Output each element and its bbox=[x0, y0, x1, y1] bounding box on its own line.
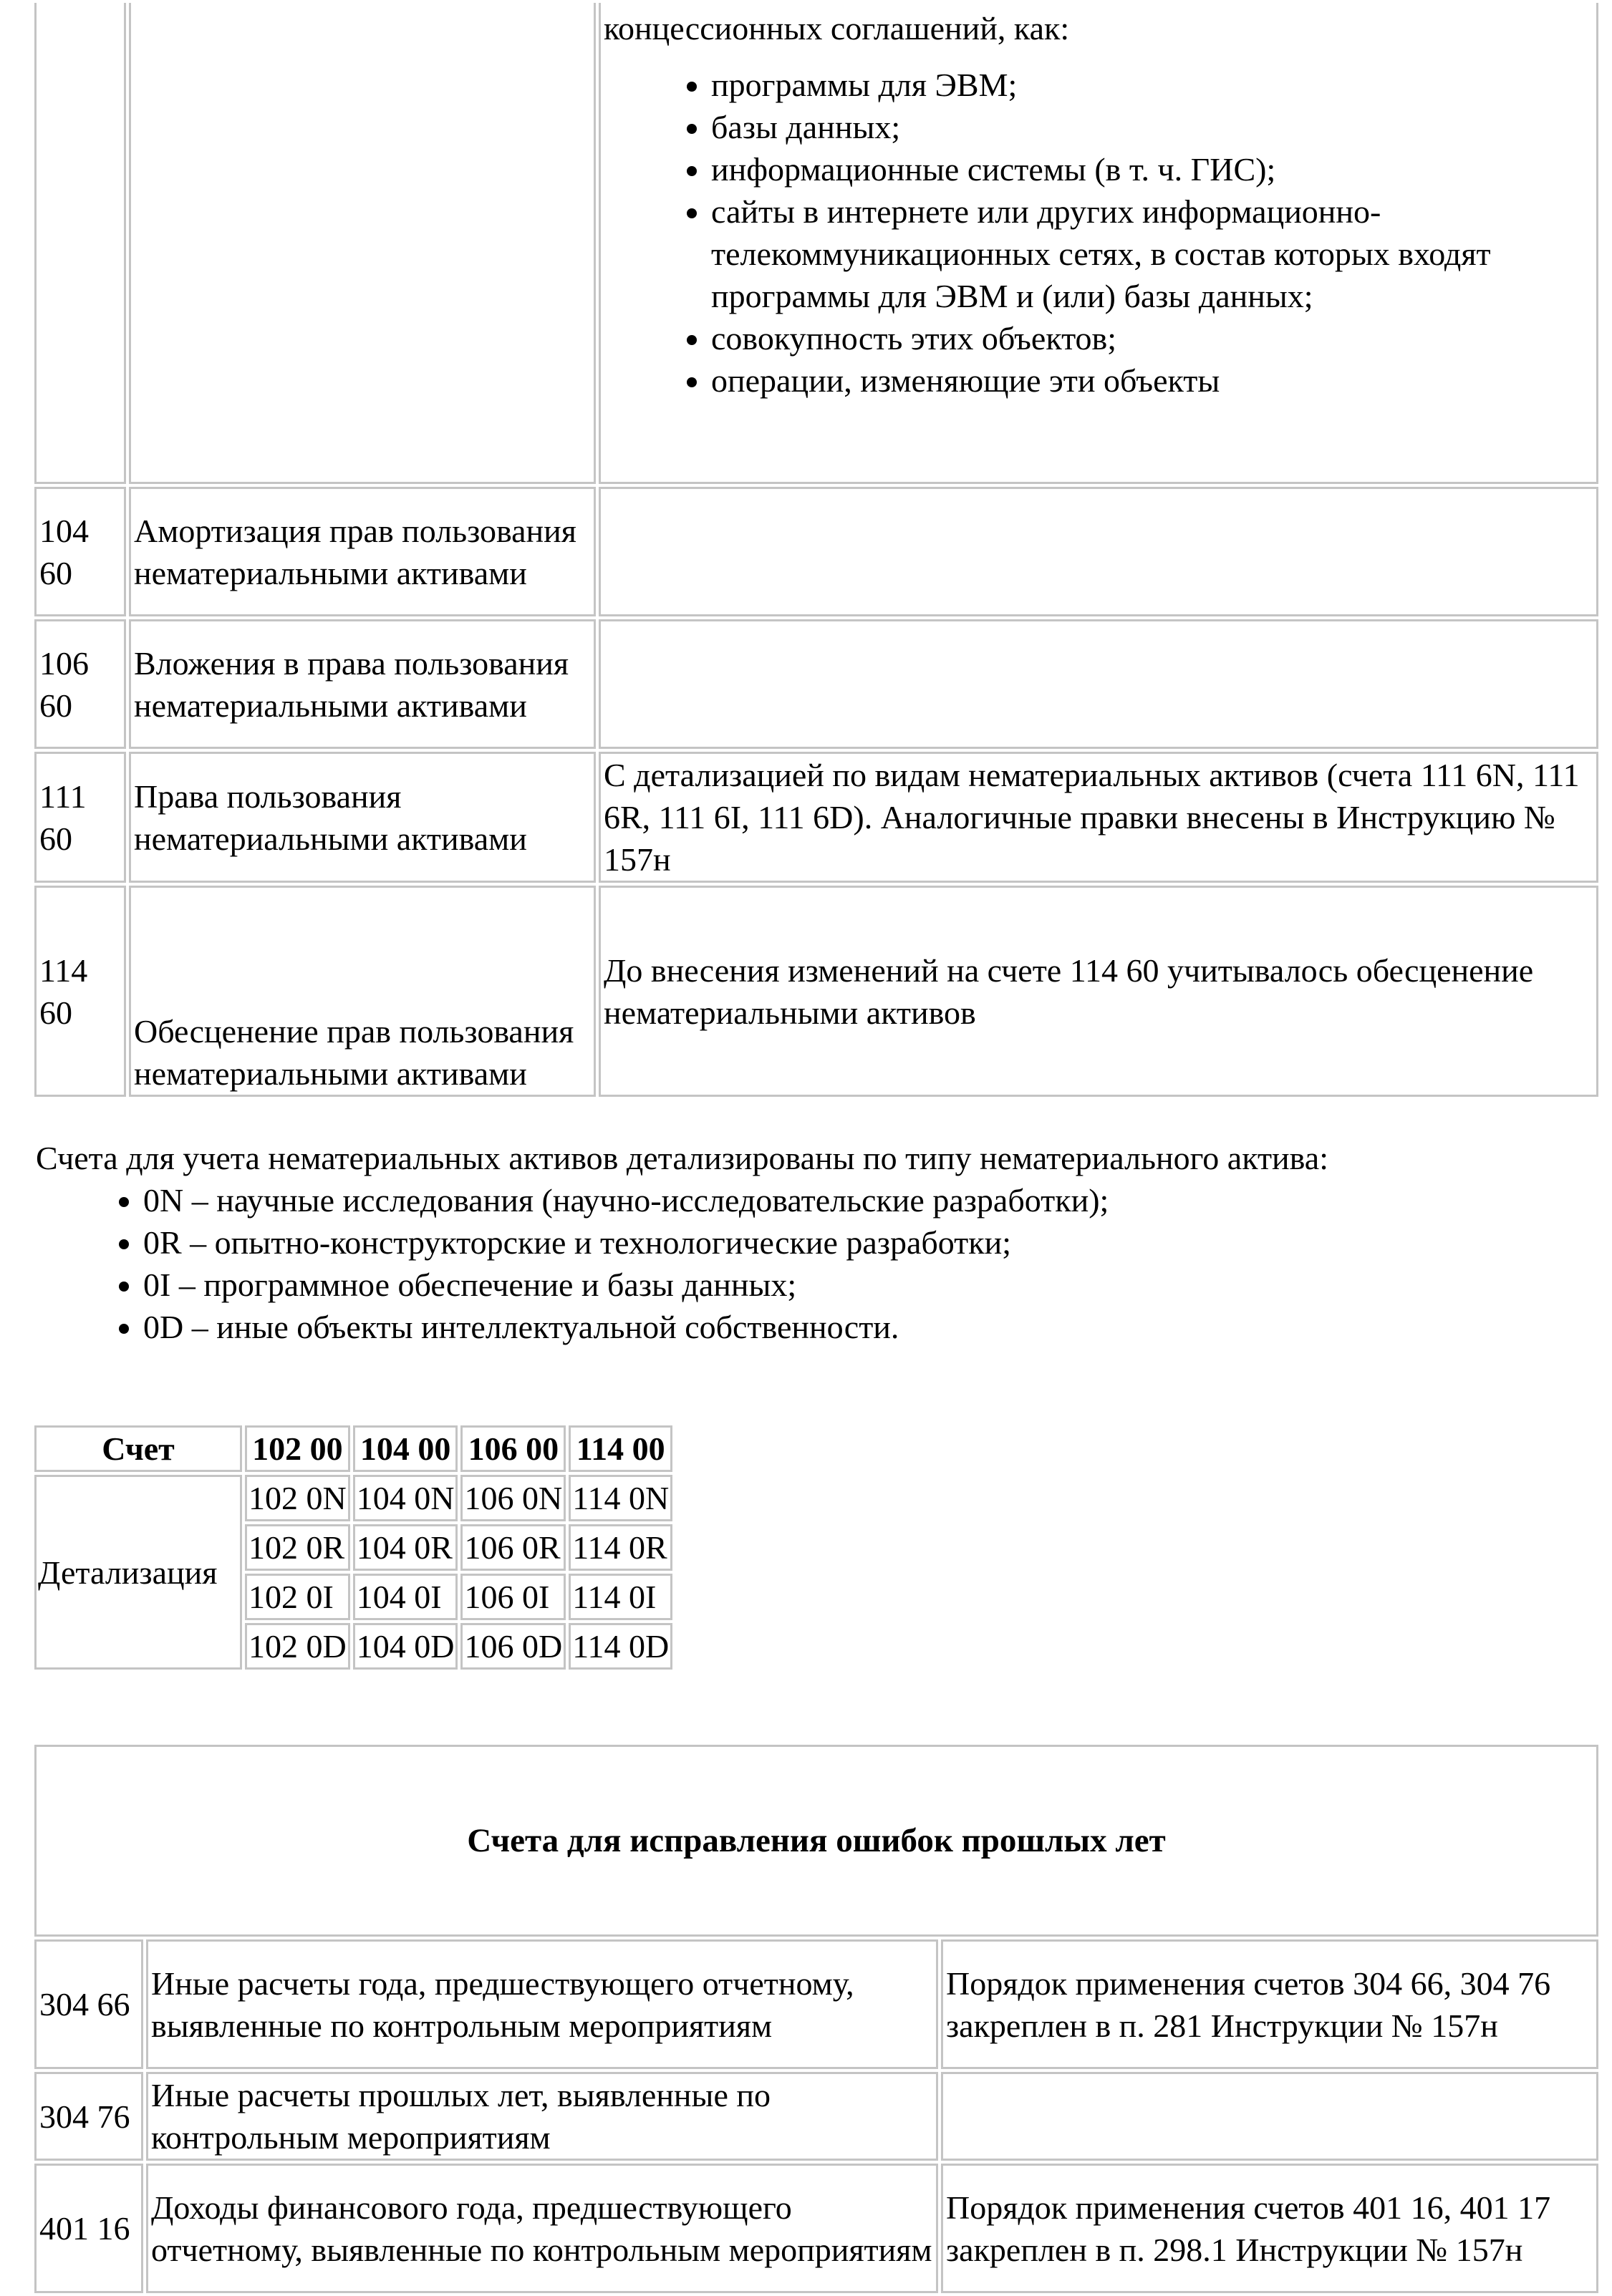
table-row bbox=[34, 619, 1598, 749]
account-code: 304 66 bbox=[34, 1939, 143, 2069]
table-cell: 104 0N bbox=[353, 1475, 458, 1521]
account-code: 304 76 bbox=[34, 2072, 143, 2161]
header-cell: 114 00 bbox=[569, 1425, 672, 1472]
intro-paragraph: Счета для учета нематериальных активов детализированы по типу нематериального актива: bbox=[36, 1140, 1328, 1176]
detalization-table bbox=[32, 1423, 675, 1672]
account-note: До внесения изменений на счете 114 60 учитывалось обесценение нематериальными активов bbox=[599, 886, 1598, 1097]
list-item: • 0N – научные исследования (научно-исследовательские разработки); bbox=[143, 1179, 1109, 1221]
table-cell: 114 0N bbox=[569, 1475, 672, 1521]
account-name: Иные расчеты года, предшествующего отчетному, выявленные по контрольным мероприятиям bbox=[146, 1939, 938, 2069]
list-item: • сайты в интернете или других информационно-телекоммуникационных сетях, в состав которых входят программы для ЭВМ и (или) базы данных; bbox=[711, 190, 1593, 317]
account-note: С детализацией по видам нематериальных активов (счета 111 6N, 111 6R, 111 6I, 111 6D). Аналогичные правки внесены в Инструкцию № 157н bbox=[599, 752, 1598, 883]
account-name: Доходы финансового года, предшествующего отчетному, выявленные по контрольным мероприятиям bbox=[146, 2164, 938, 2293]
list-item: • программы для ЭВМ; bbox=[711, 64, 1593, 106]
account-code: 401 16 bbox=[34, 2164, 143, 2293]
account-name: Амортизация прав пользования нематериальными активами bbox=[129, 487, 596, 616]
section-header-row bbox=[34, 1745, 1598, 1937]
list-item: • 0R – опытно-конструкторские и технологические разработки; bbox=[143, 1221, 1109, 1264]
table-row bbox=[34, 2164, 1598, 2293]
table-cell: 102 0D bbox=[245, 1623, 350, 1670]
header-cell: 104 00 bbox=[353, 1425, 458, 1472]
list-item: • 0D – иные объекты интеллектуальной собственности. bbox=[143, 1306, 1109, 1348]
list-item: • совокупность этих объектов; bbox=[711, 317, 1593, 359]
table-cell: 106 0R bbox=[460, 1524, 566, 1571]
table-row bbox=[34, 487, 1598, 616]
account-note bbox=[599, 619, 1598, 749]
account-note: Порядок применения счетов 401 16, 401 17 закреплен в п. 298.1 Инструкции № 157н bbox=[941, 2164, 1598, 2293]
table-cell bbox=[129, 3, 596, 484]
table-cell: 102 0R bbox=[245, 1524, 350, 1571]
list-item: • информационные системы (в т. ч. ГИС); bbox=[711, 148, 1593, 190]
table-cell: 104 0D bbox=[353, 1623, 458, 1670]
account-note: Порядок применения счетов 304 66, 304 76 закреплен в п. 281 Инструкции № 157н bbox=[941, 1939, 1598, 2069]
table-row bbox=[34, 2072, 1598, 2161]
header-cell: Счет bbox=[34, 1425, 242, 1472]
section-title: Счета для исправления ошибок прошлых лет bbox=[34, 1745, 1598, 1937]
account-code: 114 60 bbox=[34, 886, 126, 1097]
table-cell bbox=[34, 3, 126, 484]
account-code: 106 60 bbox=[34, 619, 126, 749]
header-cell: 102 00 bbox=[245, 1425, 350, 1472]
list-item: • операции, изменяющие эти объекты bbox=[711, 359, 1593, 402]
row-label: Детализация bbox=[34, 1475, 242, 1670]
table-row bbox=[34, 752, 1598, 883]
table-cell: 102 0N bbox=[245, 1475, 350, 1521]
table-cell: 114 0D bbox=[569, 1623, 672, 1670]
header-cell: 106 00 bbox=[460, 1425, 566, 1472]
table-cell: 104 0I bbox=[353, 1574, 458, 1620]
list-item: • базы данных; bbox=[711, 106, 1593, 148]
detail-type-list bbox=[36, 1179, 1109, 1348]
account-code: 104 60 bbox=[34, 487, 126, 616]
account-name: Вложения в права пользования нематериальными активами bbox=[129, 619, 596, 749]
table-cell: 102 0I bbox=[245, 1574, 350, 1620]
account-note bbox=[941, 2072, 1598, 2161]
table-cell: 104 0R bbox=[353, 1524, 458, 1571]
table-cell: 106 0D bbox=[460, 1623, 566, 1670]
table-row bbox=[34, 1475, 672, 1521]
table-cell: 106 0I bbox=[460, 1574, 566, 1620]
list-item: • 0I – программное обеспечение и базы данных; bbox=[143, 1264, 1109, 1306]
table-row bbox=[34, 1939, 1598, 2069]
account-note bbox=[599, 487, 1598, 616]
table-row bbox=[34, 3, 1598, 484]
account-code: 111 60 bbox=[34, 752, 126, 883]
table-cell: 106 0N bbox=[460, 1475, 566, 1521]
account-name: Права пользования нематериальными активами bbox=[129, 752, 596, 883]
table-row bbox=[34, 886, 1598, 1097]
table-cell: 114 0R bbox=[569, 1524, 672, 1571]
accounts-table bbox=[32, 0, 1601, 1100]
object-list bbox=[604, 64, 1593, 402]
account-name: Обесценение прав пользования нематериальными активами bbox=[129, 886, 596, 1097]
table-header-row bbox=[34, 1425, 672, 1472]
account-name: Иные расчеты прошлых лет, выявленные по контрольным мероприятиям bbox=[146, 2072, 938, 2161]
table-cell bbox=[599, 3, 1598, 484]
cell-intro-text: концессионных соглашений, как: bbox=[604, 10, 1070, 47]
error-correction-table bbox=[32, 1742, 1601, 2296]
table-cell: 114 0I bbox=[569, 1574, 672, 1620]
